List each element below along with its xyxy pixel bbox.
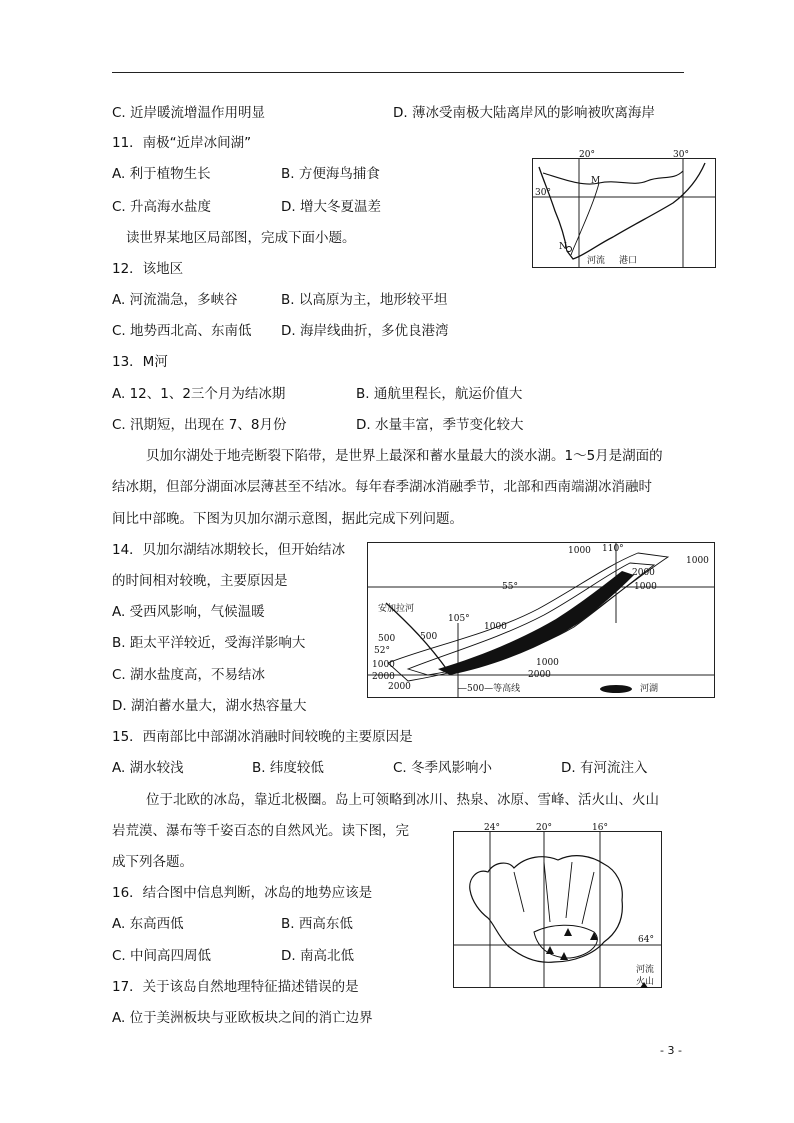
c2000a: 2000 bbox=[632, 568, 655, 578]
q15-option-b: B. 纬度较低 bbox=[252, 760, 324, 776]
lbl-30s: 30° bbox=[535, 188, 551, 198]
legend-lake: 河湖 bbox=[640, 684, 659, 694]
lbl-20: 20° bbox=[536, 823, 552, 833]
legend-port: 港口 bbox=[619, 256, 638, 266]
map-southern-africa bbox=[532, 150, 716, 268]
q13-option-d: D. 水量丰富，季节变化较大 bbox=[356, 417, 524, 433]
q14-option-d: D. 湖泊蓄水量大，湖水热容量大 bbox=[112, 698, 307, 714]
baikal-para-line1: 贝加尔湖处于地壳断裂下陷带，是世界上最深和蓄水量最大的淡水湖。1～5月是湖面的 bbox=[146, 448, 663, 464]
q15-option-d: D. 有河流注入 bbox=[561, 760, 648, 776]
lbl-24: 24° bbox=[484, 823, 500, 833]
q10-option-d: D. 薄冰受南极大陆离岸风的影响被吹离海岸 bbox=[393, 105, 655, 121]
c52: 52° bbox=[374, 646, 390, 656]
c55: 55° bbox=[502, 582, 518, 592]
q13-stem: 13．M河 bbox=[112, 354, 168, 370]
lbl-30e: 30° bbox=[673, 150, 689, 160]
c1000d: 1000 bbox=[484, 622, 507, 632]
q11-option-d: D. 增大冬夏温差 bbox=[281, 199, 381, 215]
c105: 105° bbox=[448, 614, 470, 624]
q15-stem: 15．西南部比中部湖冰消融时间较晚的主要原因是 bbox=[112, 729, 413, 745]
c2000c: 2000 bbox=[372, 672, 395, 682]
c1000f: 1000 bbox=[536, 658, 559, 668]
q10-option-c: C. 近岸暖流增温作用明显 bbox=[112, 105, 266, 121]
legend-volcano: 火山 bbox=[636, 977, 655, 987]
q13-option-c: C. 汛期短，出现在 7、8月份 bbox=[112, 417, 287, 433]
lbl-64: 64° bbox=[638, 935, 654, 945]
header-rule bbox=[112, 72, 684, 73]
q13-option-b: B. 通航里程长，航运价值大 bbox=[356, 386, 523, 402]
q11-option-b: B. 方便海鸟捕食 bbox=[281, 166, 380, 182]
legend-river: 河流 bbox=[587, 256, 606, 266]
q17-option-a: A. 位于美洲板块与亚欧板块之间的消亡边界 bbox=[112, 1010, 373, 1026]
c500a: 500 bbox=[420, 632, 438, 642]
c1000c: 1000 bbox=[634, 582, 657, 592]
q11-stem: 11．南极“近岸冰间湖” bbox=[112, 135, 252, 151]
c500b: 500 bbox=[378, 634, 396, 644]
q16-option-b: B. 西高东低 bbox=[281, 916, 353, 932]
q11-option-c: C. 升高海水盐度 bbox=[112, 199, 212, 215]
baikal-para-line3: 间比中部晚。下图为贝加尔湖示意图，据此完成下列问题。 bbox=[112, 511, 463, 527]
baikal-para-line2: 结冰期，但部分湖面冰层薄甚至不结冰。每年春季湖冰消融季节，北部和西南端湖冰消融时 bbox=[112, 479, 652, 495]
q14-option-b: B. 距太平洋较近，受海洋影响大 bbox=[112, 635, 306, 651]
q14-stem-line2: 的时间相对较晚，主要原因是 bbox=[112, 573, 288, 589]
page-number: - 3 - bbox=[660, 1044, 682, 1057]
iceland-para-line2: 岩荒漠、瀑布等千姿百态的自然风光。读下图，完 bbox=[112, 823, 409, 839]
q14-option-c: C. 湖水盐度高，不易结冰 bbox=[112, 667, 266, 683]
legend-contour: —500—等高线 bbox=[458, 684, 521, 694]
lbl-20: 20° bbox=[579, 150, 595, 160]
q16-option-c: C. 中间高四周低 bbox=[112, 948, 212, 964]
q12-stem: 12．该地区 bbox=[112, 261, 184, 277]
q16-stem: 16．结合图中信息判断，冰岛的地势应该是 bbox=[112, 885, 373, 901]
q14-option-a: A. 受西风影响，气候温暖 bbox=[112, 604, 265, 620]
iceland-para-line3: 成下列各题。 bbox=[112, 854, 193, 870]
intro-map1: 读世界某地区局部图，完成下面小题。 bbox=[126, 230, 356, 246]
c2000d: 2000 bbox=[388, 682, 411, 692]
map-baikal bbox=[367, 542, 715, 698]
c1000e: 1000 bbox=[372, 660, 395, 670]
q12-option-c: C. 地势西北高、东南低 bbox=[112, 323, 252, 339]
c1000b: 1000 bbox=[686, 556, 709, 566]
c2000b: 2000 bbox=[528, 670, 551, 680]
q13-option-a: A. 12、1、2三个月为结冰期 bbox=[112, 386, 286, 402]
angara: 安加拉河 bbox=[378, 604, 415, 614]
map-iceland bbox=[453, 823, 662, 988]
q16-option-d: D. 南高北低 bbox=[281, 948, 354, 964]
q16-option-a: A. 东高西低 bbox=[112, 916, 184, 932]
q12-option-d: D. 海岸线曲折，多优良港湾 bbox=[281, 323, 449, 339]
q15-option-a: A. 湖水较浅 bbox=[112, 760, 184, 776]
lbl-16: 16° bbox=[592, 823, 608, 833]
lbl-n: N bbox=[559, 242, 567, 252]
iceland-para-line1: 位于北欧的冰岛，靠近北极圈。岛上可领略到冰川、热泉、冰原、雪峰、活火山、火山 bbox=[146, 792, 659, 808]
q14-stem-line1: 14．贝加尔湖结冰期较长，但开始结冰 bbox=[112, 542, 346, 558]
legend-river: 河流 bbox=[636, 965, 655, 975]
q15-option-c: C. 冬季风影响小 bbox=[393, 760, 493, 776]
c1000a: 1000 bbox=[568, 546, 591, 556]
q17-stem: 17．关于该岛自然地理特征描述错误的是 bbox=[112, 979, 359, 995]
q12-option-b: B. 以高原为主，地形较平坦 bbox=[281, 292, 448, 308]
lbl-m: M bbox=[591, 176, 601, 186]
q11-option-a: A. 利于植物生长 bbox=[112, 166, 211, 182]
q12-option-a: A. 河流湍急，多峡谷 bbox=[112, 292, 238, 308]
c110: 110° bbox=[602, 544, 624, 554]
